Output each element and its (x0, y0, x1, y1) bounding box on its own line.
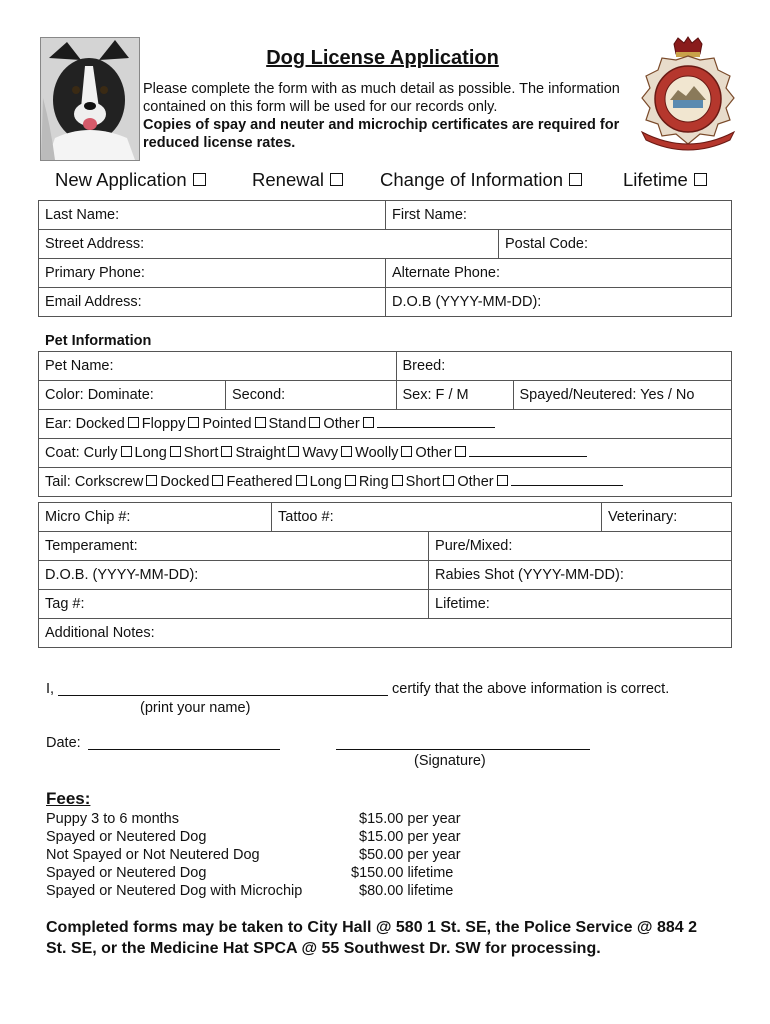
fee-amount: $15.00 per year (359, 811, 461, 827)
ear-option: Other (323, 416, 360, 432)
checkbox[interactable] (128, 417, 139, 428)
tail-option: Long (309, 474, 342, 490)
color-second-field[interactable]: Second: (226, 381, 397, 410)
veterinary-field[interactable]: Veterinary: (601, 503, 731, 532)
date-label: Date: (46, 735, 81, 751)
email-field[interactable]: Email Address: (39, 288, 386, 317)
tattoo-field[interactable]: Tattoo #: (272, 503, 602, 532)
pet-table-top (38, 351, 732, 497)
ear-option: Stand (268, 416, 307, 432)
checkbox[interactable] (401, 446, 412, 457)
checkbox[interactable] (330, 173, 343, 186)
fee-label: Spayed or Neutered Dog with Microchip (46, 883, 303, 899)
checkbox[interactable] (146, 475, 157, 486)
fee-amount: $15.00 per year (359, 829, 461, 845)
ear-row (39, 410, 732, 439)
option-label: Lifetime (623, 169, 688, 190)
intro-line-bold: reduced license rates. (143, 135, 296, 151)
checkbox[interactable] (569, 173, 582, 186)
renewal-option[interactable] (252, 169, 343, 191)
checkbox[interactable] (455, 446, 466, 457)
fee-row (46, 882, 454, 900)
coat-option: Short (183, 445, 219, 461)
first-name-field[interactable]: First Name: (386, 201, 732, 230)
fee-row (46, 846, 461, 864)
cert-statement: certify that the above information is correct. (392, 681, 670, 697)
change-of-information-option[interactable] (380, 169, 582, 191)
color-dominate-field[interactable]: Color: Dominate: (39, 381, 226, 410)
fee-label: Spayed or Neutered Dog (46, 829, 207, 845)
checkbox[interactable] (255, 417, 266, 428)
spayed-neutered-field[interactable]: Spayed/Neutered: Yes / No (513, 381, 731, 410)
rabies-shot-field[interactable]: Rabies Shot (YYYY-MM-DD): (429, 561, 732, 590)
fee-row (46, 864, 454, 882)
breed-field[interactable]: Breed: (396, 352, 731, 381)
last-name-field[interactable]: Last Name: (39, 201, 386, 230)
checkbox[interactable] (288, 446, 299, 457)
tail-option: Docked (160, 474, 210, 490)
coat-other-line[interactable] (469, 456, 587, 457)
checkbox[interactable] (170, 446, 181, 457)
fee-amount: $50.00 per year (359, 847, 461, 863)
pet-name-field[interactable]: Pet Name: (39, 352, 397, 381)
temperament-field[interactable]: Temperament: (39, 532, 429, 561)
checkbox[interactable] (212, 475, 223, 486)
date-line[interactable] (88, 749, 280, 750)
print-name-line[interactable] (58, 695, 388, 696)
ear-other-line[interactable] (377, 427, 495, 428)
postal-code-field[interactable]: Postal Code: (499, 230, 732, 259)
primary-phone-field[interactable]: Primary Phone: (39, 259, 386, 288)
owner-table (38, 200, 732, 317)
tag-field[interactable]: Tag #: (39, 590, 429, 619)
option-label: Renewal (252, 169, 324, 190)
coat-option: Other (415, 445, 452, 461)
coat-option: Wavy (302, 445, 339, 461)
checkbox[interactable] (309, 417, 320, 428)
fee-row (46, 810, 461, 828)
checkbox[interactable] (694, 173, 707, 186)
pet-dob-field[interactable]: D.O.B. (YYYY-MM-DD): (39, 561, 429, 590)
lifetime-option[interactable] (623, 169, 707, 191)
tail-label: Tail: Corkscrew (45, 474, 144, 490)
new-application-option[interactable] (55, 169, 206, 191)
coat-row (39, 439, 732, 468)
fee-row (46, 828, 461, 846)
police-badge-icon (638, 36, 738, 156)
coat-option: Woolly (355, 445, 399, 461)
checkbox[interactable] (392, 475, 403, 486)
street-address-field[interactable]: Street Address: (39, 230, 499, 259)
checkbox[interactable] (296, 475, 307, 486)
fee-label: Spayed or Neutered Dog (46, 865, 207, 881)
checkbox[interactable] (341, 446, 352, 457)
coat-option: Long (134, 445, 167, 461)
option-label: New Application (55, 169, 187, 190)
footer-line: Completed forms may be taken to City Hall @ 580 1 St. SE, the Police Service @ 884 2 (46, 919, 697, 936)
fee-label: Puppy 3 to 6 months (46, 811, 179, 827)
intro-line: Please complete the form with as much detail as possible. The information (143, 81, 620, 97)
tail-option: Ring (358, 474, 389, 490)
coat-option: Straight (235, 445, 286, 461)
ear-option: Floppy (141, 416, 186, 432)
coat-label: Coat: Curly (45, 445, 118, 461)
ear-option: Pointed (202, 416, 252, 432)
checkbox[interactable] (121, 446, 132, 457)
alternate-phone-field[interactable]: Alternate Phone: (386, 259, 732, 288)
pure-mixed-field[interactable]: Pure/Mixed: (429, 532, 732, 561)
tail-option: Other (457, 474, 494, 490)
page-title: Dog License Application (266, 47, 499, 69)
sex-field[interactable]: Sex: F / M (396, 381, 513, 410)
checkbox[interactable] (221, 446, 232, 457)
fees-heading: Fees: (46, 789, 91, 808)
print-name-label: (print your name) (140, 700, 251, 716)
additional-notes-field[interactable]: Additional Notes: (39, 619, 732, 648)
tail-other-line[interactable] (511, 485, 623, 486)
intro-line: contained on this form will be used for our records only. (143, 99, 498, 115)
pet-table-bottom (38, 502, 732, 648)
ear-label: Ear: Docked (45, 416, 125, 432)
checkbox[interactable] (443, 475, 454, 486)
tail-row (39, 468, 732, 497)
checkbox[interactable] (345, 475, 356, 486)
checkbox[interactable] (497, 475, 508, 486)
fees-list (46, 810, 461, 900)
checkbox[interactable] (363, 417, 374, 428)
fee-amount: $80.00 lifetime (359, 883, 454, 899)
tail-option: Short (405, 474, 441, 490)
application-type-row (40, 169, 740, 195)
tail-option: Feathered (226, 474, 293, 490)
intro-text (143, 80, 633, 152)
lifetime-field[interactable]: Lifetime: (429, 590, 732, 619)
footer-instructions (46, 917, 736, 959)
checkbox[interactable] (193, 173, 206, 186)
fee-amount: $150.00 lifetime (351, 865, 454, 881)
pet-section-title: Pet Information (45, 333, 152, 349)
dog-photo-icon (40, 37, 140, 161)
signature-label: (Signature) (414, 753, 486, 769)
option-label: Change of Information (380, 169, 564, 190)
intro-line-bold: Copies of spay and neuter and microchip certificates are required for (143, 117, 620, 133)
microchip-field[interactable]: Micro Chip #: (39, 503, 272, 532)
fee-label: Not Spayed or Not Neutered Dog (46, 847, 260, 863)
cert-prefix: I, (46, 681, 55, 697)
signature-line[interactable] (336, 749, 590, 750)
owner-dob-field[interactable]: D.O.B (YYYY-MM-DD): (386, 288, 732, 317)
checkbox[interactable] (188, 417, 199, 428)
footer-line: St. SE, or the Medicine Hat SPCA @ 55 Southwest Dr. SW for processing. (46, 940, 601, 957)
